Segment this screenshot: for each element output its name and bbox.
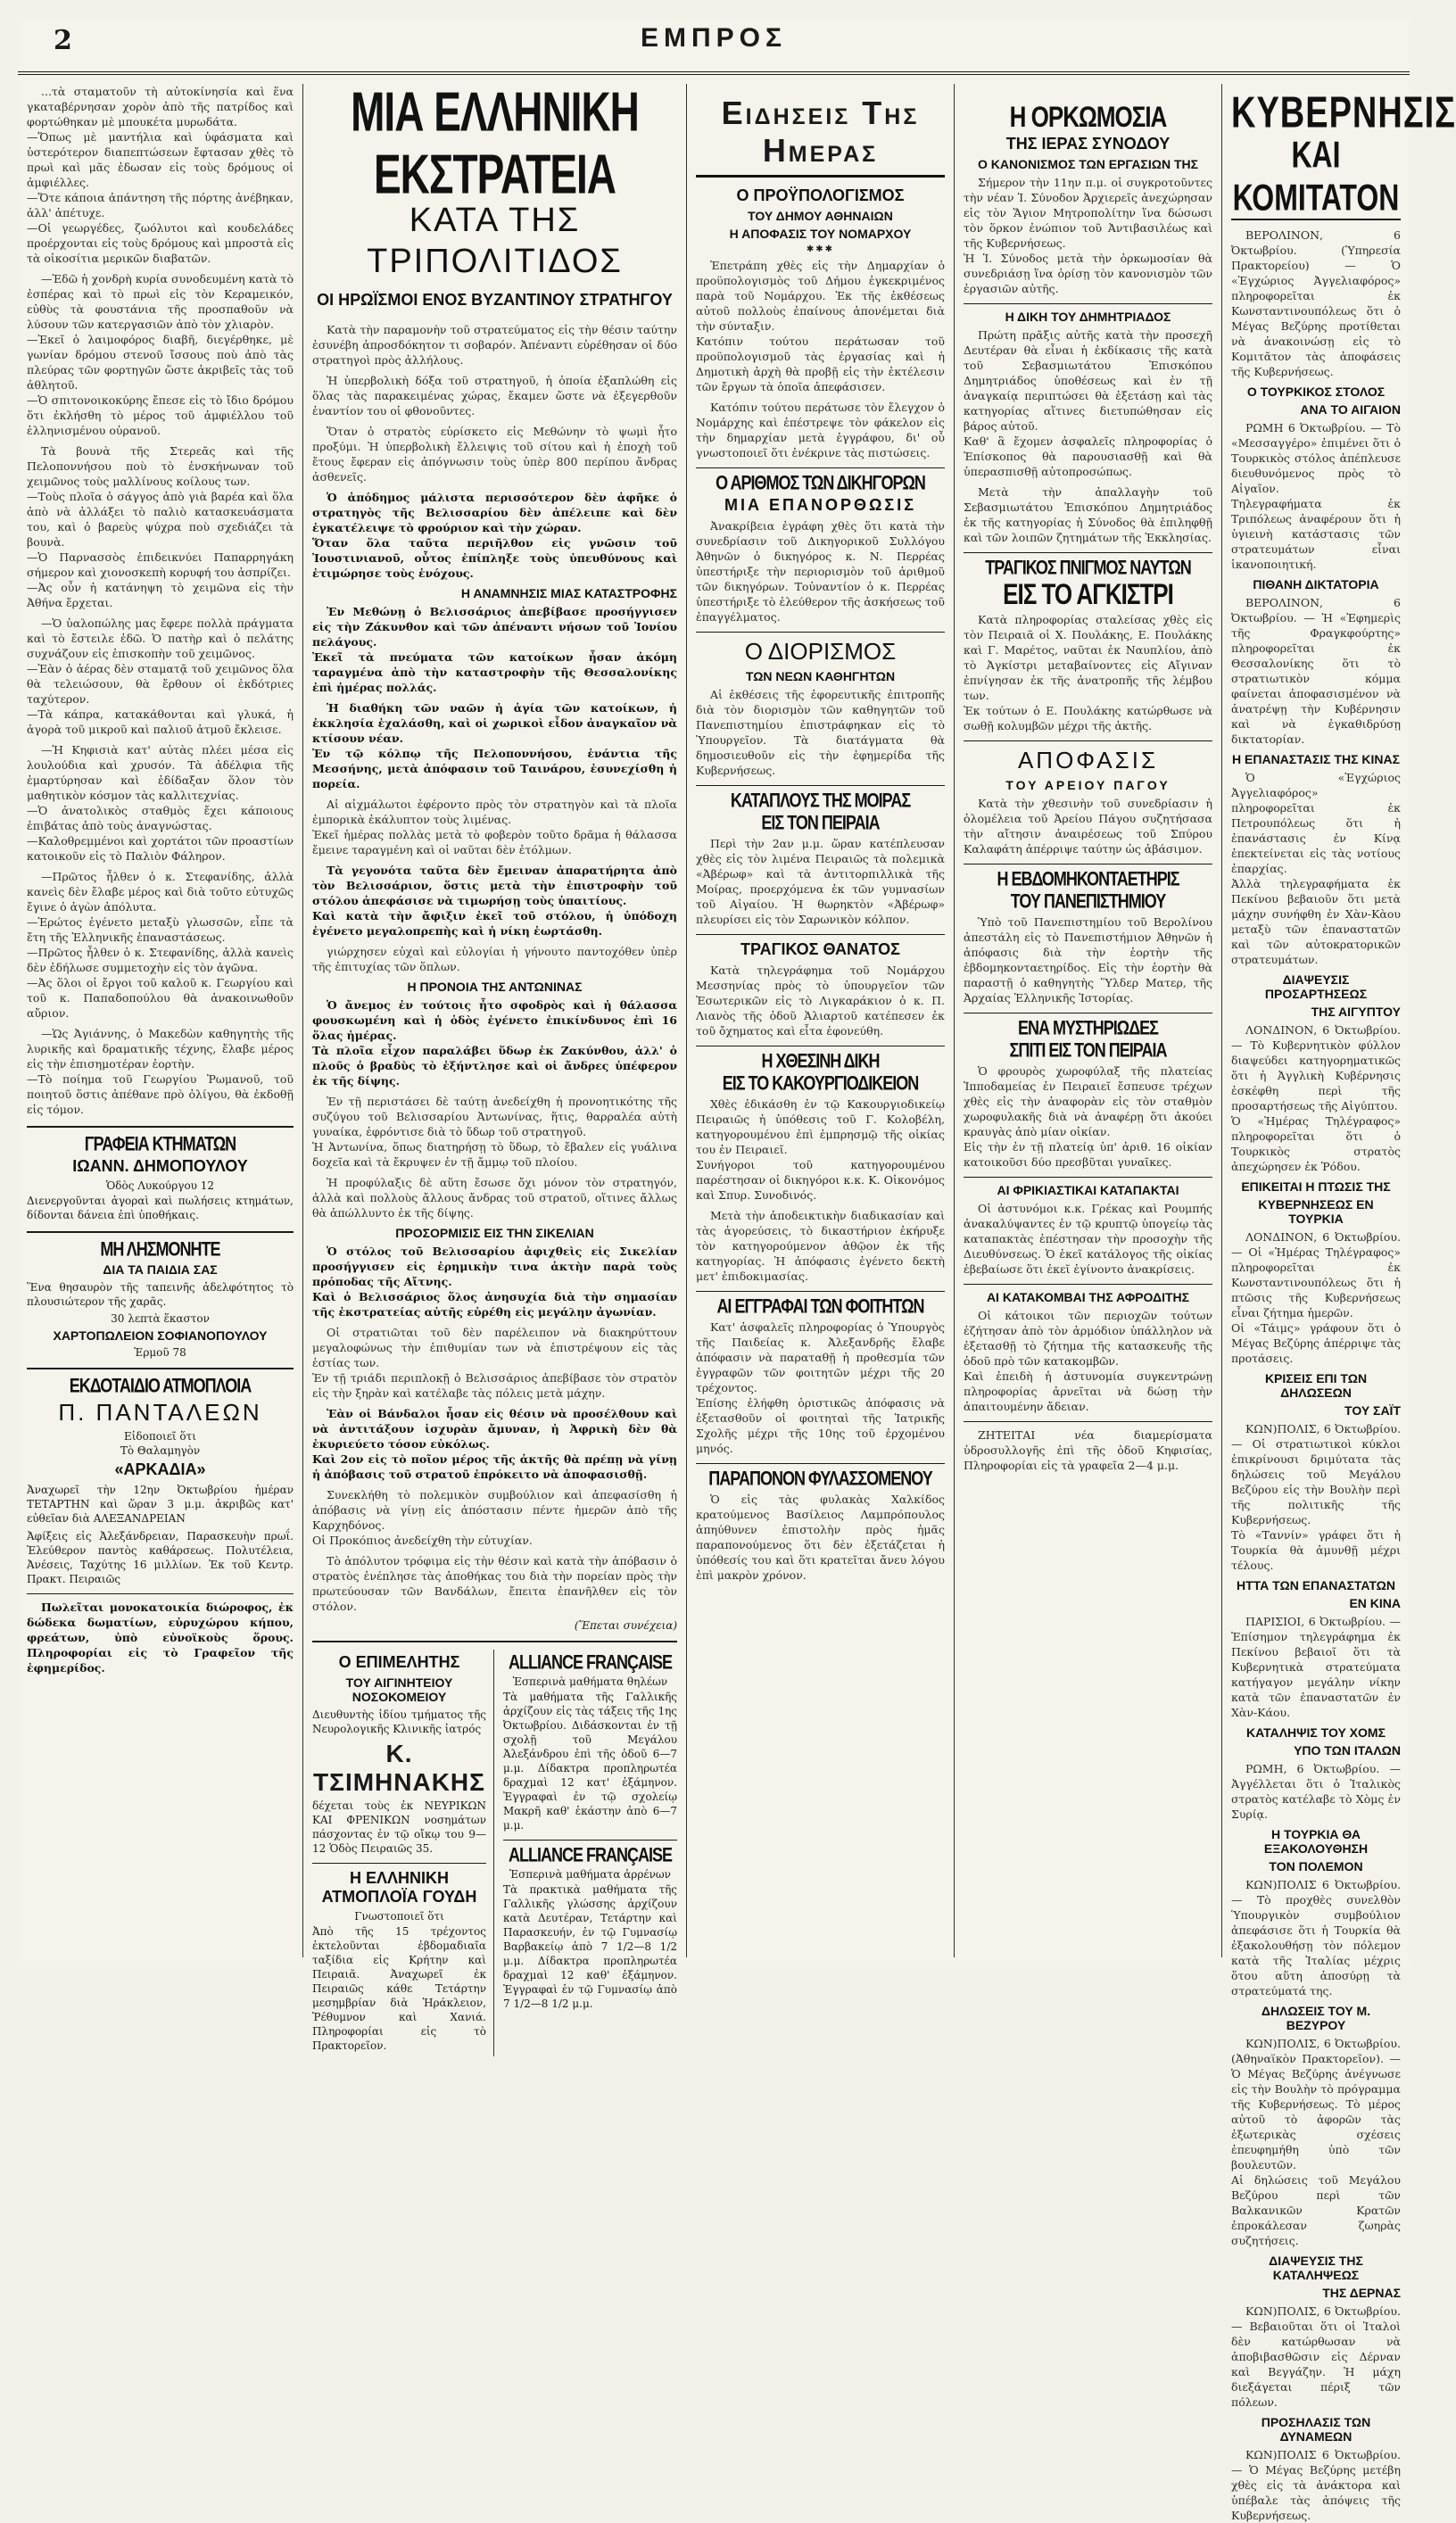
ad-notice: Γνωστοποιεῖ ὅτι [354, 1910, 444, 1923]
article-paragraph: ...τὰ σταματοῦν τὴ αὐτοκίνησία καὶ ἕνα γκαταβέρνησαν χορὸν ἀπὸ τῆς πατρίδος καὶ φορτώθηκαν μὲ μπουκέτα μυρωδάτα. —Ὅπως μὲ μαντήλια καὶ ὑφάσματα καὶ ὑστερότερον διαπεπτώσεων ἔφτασαν χθὲς τὸ πρωὶ καὶ μᾶς ἐδωσαν εἰς τοὺς δρόμους οἱ ἀμφιέλλες. —Ὅτε κάποια ἀπάντηση τῆς πόρτης ἀνέβηκαν, ἀλλ' ἀπέτυχε. —Οἱ γεωργέδες, ζωόλυτοι καὶ κουδελάδες προέρχονται εἰς τοὺς δρόμους καὶ μπροστὰ εἰς τὰ οἰκοσίτια μερικῶν διαβατῶν. [27, 85, 294, 265]
article-headline-line-2: ΜΙΑ ΕΠΑΝΟΡΘΩΣΙΣ [724, 496, 917, 514]
ad-price: 30 λεπτὰ ἕκαστον [111, 1312, 210, 1325]
article-paragraph: Οἱ στρατιῶται τοῦ δὲν παρέλειπον νὰ διακηρύττουν μεγαλοφώνως τὴν ἐπιθυμίαν των νὰ ἐπιστρέψουν εἰς τὰς ἑστίας των. Ἐν τῇ τριάδι περιπλοκῇ ὁ Βελισσάριος ἀπεβίβασε τὸν στρατὸν εἰς τὴν ξηρὰν καὶ κατέλαβε τὰς πόλεις μετὰ μάχην. [312, 1326, 677, 1400]
article-headline: ΤΡΑΓΙΚΟΣ ΠΝΙΓΜΟΣ ΝΑΥΤΩΝ [985, 556, 1191, 579]
article-headline: Η ΕΠΑΝΑΣΤΑΣΙΣ ΤΗΣ ΚΙΝΑΣ [1232, 752, 1400, 766]
article-paragraph: ΛΟΝΔΙΝΟΝ, 6 Ὀκτωβρίου. — Οἱ «Ἡμέρας Τηλέγραφος» πληροφορεῖται ἐκ Κωνσταντινουπόλεως ὅτι ἡ πτῶσις τῆς Κυβερνήσεως εἶναι ζήτημα ἡμερῶν. Οἱ «Τάιμς» γράφουν ὅτι ὁ Μέγας Βεζύρης ἀπέρριψε τὰς προτάσεις. [1231, 1230, 1401, 1365]
section-title: ΚΥΒΕΡΝΗΣΙΣ [1231, 88, 1456, 138]
article-paragraph: ΚΩΝ)ΠΟΛΙΣ 6 Ὀκτωβρίου. — Ὁ Μέγας Βεζύρης μετέβη χθὲς εἰς τὰ ἀνάκτορα καὶ ὑπέβαλε τὰς ἀπόψεις τῆς Κυβερνήσεως. [1231, 2448, 1401, 2522]
article-paragraph: —Ἡ Κηφισιὰ κατ' αὐτὰς πλέει μέσα εἰς λουλούδια καὶ χρυσόν. Τὰ ἀδέλφια τῆς ἐμαρτύρησαν καὶ ἐδίδαξαν ὅλον τὸν μαθητικὸν κόσμον τὰς καλλιτεχνίας. —Ὁ ἀνατολικὸς σταθμὸς ἔχει κάποιους ἐπιβάτας ἀπὸ τοὺς ἀναγνώστας. —Καλοθρεμμένοι καὶ χορτάτοι τῶν προαστίων κατοικοῦν εἰς τὸ Παλιὸν Φάληρον. [27, 743, 294, 863]
article-paragraph: Ἐπετράπη χθὲς εἰς τὴν Δημαρχίαν ὁ προϋπολογισμὸς τοῦ Δήμου ἐγκεκριμένος παρὰ τοῦ Νομάρχου. Ἐκ τῆς ἐκθέσεως αὐτοῦ πολλοὺς ἐπαίνους ἀπονέμεται διὰ τὴν σύνταξιν. Κατόπιν τούτου περάτωσαν τοῦ προϋπολογισμοῦ τὰς ἐργασίας καὶ ἡ Δημοτικὴ ἀρχὴ θὰ προβῇ εἰς τὴν ἐκτέλεσιν τῶν ἔργων τὰ ὁποῖα ἀπεφάσισεν. [696, 259, 945, 393]
article-paragraph: Ὁ εἰς τὰς φυλακὰς Χαλκίδος κρατούμενος Βασίλειος Λαμπρόπουλος ἀπηύθυνεν ἐπιστολὴν πρὸς ἡμᾶς παραπονούμενος ὅτι δὲν ἐξετάζεται ἡ ὑπόθεσίς του καὶ ὅτι κρατεῖται ἄνευ λόγου ἐπὶ μακρὸν χρόνον. [696, 1493, 945, 1582]
article-paragraph: Ὁ «Ἐγχώριος Ἀγγελιαφόρος» πληροφορεῖται ἐκ Πετρουπόλεως ὅτι ἡ ἐπανάστασις ἐν Κίνᾳ ἐπεκτείνεται εἰς τὰς νοτίους ἐπαρχίας. Ἀλλὰ τηλεγραφήματα ἐκ Πεκίνου βεβαιοῦν ὅτι μετὰ μάχην συνήφθη ἐν Χὰν-Κὰου μεταξὺ τῶν ἐπαναστατῶν καὶ τῶν αὐτοκρατορικῶν στρατευμάτων. [1231, 771, 1401, 966]
article-paragraph: Κατὰ τηλεγράφημα τοῦ Νομάρχου Μεσσηνίας πρὸς τὸ ὑπουργεῖον τῶν Ἐσωτερικῶν εἰς τὸ Λιγκαράκιον ὁ κ. Π. Λιανὸς τῆς ὁδοῦ Ἁλιαρτοῦ κατέπεσεν ἐκ τοῦ ὄχηματος καὶ εἶτα ἐφονεύθη. [696, 964, 945, 1038]
article-headline-line-2: ΑΝΑ ΤΟ ΑΙΓΑΙΟΝ [1300, 402, 1401, 417]
article-headline: ΚΑΤΑΛΗΨΙΣ ΤΟΥ ΧΟΜΣ [1246, 1725, 1386, 1740]
article-headline-line-2: ΕΙΣ ΤΟ ΑΓΚΙΣΤΡΙ [1003, 577, 1173, 611]
article-paragraph: Κατὰ τὴν παραμονὴν τοῦ στρατεύματος εἰς τὴν θέσιν ταύτην ἐσυνέβη ἀπροσδόκητον τι σοβαρόν. Ἀπέναντι εὑρέθησαν οἱ δύο στρατηγοὶ πρὸς ἀλλήλους. [312, 323, 677, 367]
article-paragraph: Τὰ γεγονότα ταῦτα δὲν ἔμειναν ἀπαρατήρητα ἀπὸ τὸν Βελισσάριον, ὅστις μετὰ τὴν ἐπιστροφὴν τοῦ στόλου ἀπεφάσισε νὰ τιμωρήσῃ τοὺς ὑπαιτίους. Καὶ κατὰ τὴν ἄφιξιν ἐκεῖ τοῦ στόλου, ἡ ὑπόδοχη ἐγένετο μεγαλοπρεπὴς καὶ ἡ νίκη ἐωρτάσθη. [312, 864, 677, 938]
article-paragraph: Ἐὰν οἱ Βάνδαλοι ἦσαν εἰς θέσιν νὰ προσέλθουν καὶ νὰ ἀντιτάξουν ἰσχυρὰν ἄμυναν, ἡ Ἀφρικὴ δὲν θὰ ἐκυριεύετο τόσον εὐκόλως. Καὶ 2ον εἰς τὸ ποῖον μέρος τῆς ἀκτῆς θὰ πρέπῃ νὰ γίνῃ ἡ ἀπόβασις τοῦ στρατοῦ ἐπρόκειτο νὰ ἀποφασισθῇ. [312, 1407, 677, 1481]
article-headline: ΠΡΟΣΗΛΑΣΙΣ ΤΩΝ ΔΥΝΑΜΕΩΝ [1261, 2415, 1371, 2444]
article-paragraph: ΡΩΜΗ 6 Ὀκτωβρίου. — Τὸ «Μεσσαγγέρο» ἐπιμένει ὅτι ὁ Τουρκικὸς στόλος ἀπέπλευσε διευθυνόμενος πρὸς τὸ Αἰγαῖον. Τηλεγραφήματα ἐκ Τριπόλεως ἀναφέρουν ὅτι ἡ ὑγιεινὴ κατάστασις τῶν στρατευμάτων εἶναι ἱκανοποιητική. [1231, 421, 1401, 571]
article-headline: ΔΗΛΩΣΕΙΣ ΤΟΥ Μ. ΒΕΖΥΡΟΥ [1261, 2004, 1371, 2032]
article-headline-line-2: ΤΩΝ ΝΕΩΝ ΚΑΘΗΓΗΤΩΝ [745, 669, 896, 683]
article-headline: ΤΡΑΓΙΚΟΣ ΘΑΝΑΤΟΣ [740, 940, 900, 958]
column-2 [303, 79, 687, 2052]
article-paragraph: Περὶ τὴν 2αν μ.μ. ὥραν κατέπλευσαν χθὲς εἰς τὸν λιμένα Πειραιῶς τὰ πολεμικὰ «Ἀβέρωφ» καὶ τὰ ἀντιτορπιλλικὰ τῆς Μοίρας, προερχόμενα ἐκ τῶν γυμνασίων τοῦ Αἰγαίου. Ἡ θωρηκτὸν «Ἀβέρωφ» πλευρίσει εἰς τὸν Σαρωνικὸν κόλπον. [696, 837, 945, 926]
ad-subtitle: Ἑσπερινὰ μαθήματα θηλέων [512, 1675, 668, 1688]
ad-title: ΜΗ ΛΗΣΜΟΝΗΤΕ [100, 1237, 220, 1261]
article-paragraph: Ἐν τῇ περιστάσει δὲ ταύτῃ ἀνεδείχθη ἡ προνοητικότης τῆς συζύγου τοῦ Βελισσαρίου Ἀντωνίνας, ἥτις, θαρραλέα αὐτὴ γυναίκα, ἐφρόντισε διὰ τὸ ὕδωρ τοῦ στρατηγοῦ. Ἡ Ἀντωνίνα, ὅπως διατηρήσῃ τὸ ὕδωρ, τὸ ἔβαλεν εἰς γυάλινα δοχεῖα καὶ τὰ ἔκρυψεν ἐν τῇ ἄμμῳ τοῦ πλοίου. [312, 1095, 677, 1169]
article-headline-line-2: ΤΟΥ ΠΑΝΕΠΙΣΤΗΜΙΟΥ [1010, 889, 1166, 913]
article-paragraph: Αἱ ἐκθέσεις τῆς ἐφορευτικῆς ἐπιτροπῆς διὰ τὸν διορισμὸν τῶν καθηγητῶν τοῦ Πανεπιστημίου ἐπιστράφηκαν εἰς τὸ Ὑπουργεῖον. Τὰ διατάγματα θὰ δημοσιευθοῦν εἰς τὴν ἐφημερίδα τῆς Κυβερνήσεως. [696, 688, 945, 777]
article-headline: Η ΤΟΥΡΚΙΑ ΘΑ ΕΞΑΚΟΛΟΥΘΗΣΗ [1263, 1827, 1369, 1856]
divider [964, 303, 1212, 304]
article-paragraph: ΚΩΝ)ΠΟΛΙΣ, 6 Ὀκτωβρίου. (Ἀθηναϊκὸν Πρακτορεῖον). — Ὁ Μέγας Βεζύρης ἀνέγνωσε εἰς τὴν Βουλὴν τὸ πρόγραμμα τῆς Κυβερνήσεως. Τὸ μέρος αὐτοῦ τὸ ἀφορῶν τὰς ἐξωτερικὰς σχέσεις ἐπευφημήθη ὑπὸ τῶν βουλευτῶν. Αἱ δηλώσεις τοῦ Μεγάλου Βεζύρου περὶ τῶν Βαλκανικῶν Κρατῶν ἐπροκάλεσαν ζωηρὰς συζητήσεις. [1231, 2037, 1401, 2247]
divider [696, 1463, 945, 1464]
article-headline-line-2: ΕΝ ΚΙΝΑ [1349, 1596, 1401, 1610]
article-headline-line-2: ΤΟΥ ΔΗΜΟΥ ΑΘΗΝΑΙΩΝ [748, 209, 893, 223]
article-paragraph: Κατὰ πληροφορίας σταλείσας χθὲς εἰς τὸν Πειραιᾶ οἱ Χ. Πουλάκης, Ε. Πουλάκης καὶ Γ. Μαρέτος, ναῦται ἐκ Ναυπλίου, ἀπὸ τὸ Ἀγκίστρι μεταβαίνοντες εἰς Αἴγιναν ἐπνίγησαν ἐκ τῆς ἀνατροπῆς τῆς λέμβου των. Ἐκ τούτων ὁ Ε. Πουλάκης κατώρθωσε νὰ σωθῇ κολυμβῶν μέχρι τῆς ἀκτῆς. [964, 613, 1212, 732]
article-headline: Ο ΠΡΟΫΠΟΛΟΓΙΣΜΟΣ [736, 186, 905, 204]
article-paragraph: ΒΕΡΟΛΙΝΟΝ, 6 Ὀκτωβρίου. (Ὑπηρεσία Πρακτορείου) — Ὁ «Ἐγχώριος Ἀγγελιαφόρος» πληροφορεῖται ἐκ Κωνσταντινουπόλεως ὅτι ὁ Μέγας Βεζύρης προτίθεται νὰ ἀνακοινώσῃ εἰς τὸ Κομιτᾶτον τὰς ἀποφάσεις τῆς Κυβερνήσεως. [1231, 228, 1401, 378]
ad-title: ALLIANCE FRANÇAISE [509, 1843, 672, 1866]
ad-subtitle: Ἑσπερινὰ μαθήματα ἀρρένων [509, 1868, 671, 1881]
article-paragraph: Κατ' ἀσφαλεῖς πληροφορίας ὁ Ὑπουργὸς τῆς Παιδείας κ. Ἀλεξανδρῆς ἔλαβε ἀπόφασιν νὰ παραταθῇ ἡ προθεσμία τῶν ἐγγραφῶν τῶν φοιτητῶν μέχρι τῆς 20 τρέχοντος. Ἐπίσης ἐλήφθη ὁριστικῶς ἀπόφασις νὰ ἐξετασθοῦν οἱ φοιτηταὶ τῆς Ἰατρικῆς Σχολῆς μέχρι τῆς 10ης τοῦ ἐρχομένου μηνός. [696, 1320, 945, 1455]
ad-name: ΙΩΑΝΝ. ΔΗΜΟΠΟΥΛΟΥ [72, 1157, 248, 1175]
article-paragraph: γιώρχησεν εὐχαὶ καὶ εὐλογίαι ἡ γήνουτο παντοχόθεν ὑπὲρ τῆς ἐπιτυχίας τῶν ὅπλων. [312, 945, 677, 973]
article-headline: ΑΙ ΕΓΓΡΑΦΑΙ ΤΩΝ ΦΟΙΤΗΤΩΝ [716, 1295, 924, 1318]
classified-ad: Πωλεῖται μονοκατοικία διώροφος, ἐκ δώδεκα δωματίων, εὑρυχώρου κήπου, φρεάτων, ὑπὸ εὐνοϊκοὺς ὅρους. Πληροφορίαι εἰς τὸ Γραφεῖον τῆς ἐφημερίδος. [27, 1601, 294, 1675]
section-subheading: Η ΠΡΟΝΟΙΑ ΤΗΣ ΑΝΤΩΝΙΝΑΣ [407, 980, 583, 994]
article-headline-line-2: ΕΙΣ ΤΟ ΚΑΚΟΥΡΓΙΟΔΙΚΕΙΟΝ [722, 1071, 919, 1095]
article-paragraph: Μετὰ τὴν ἀπαλλαγὴν τοῦ Σεβασμιωτάτου Ἐπισκόπου Δημητριάδος ἐκ τῆς κατηγορίας ἡ Σύνοδος θὰ ἐπιληφθῇ καὶ τῶν λοιπῶν ζητημάτων τῆς Ἐκκλησίας. [964, 485, 1212, 544]
ad-address: Ὁδὸς Λυκούργου 12 [105, 1179, 215, 1192]
ad-shop: ΧΑΡΤΟΠΩΛΕΙΟΝ ΣΟΦΙΑΝΟΠΟΥΛΟΥ [53, 1328, 268, 1343]
divider [964, 1421, 1212, 1422]
article-paragraph: Ὅταν ὁ στρατὸς εὑρίσκετο εἰς Μεθώνην τὸ ψωμὶ ἦτο προξύμι. Ἡ ὑπερβολικὴ ἔλλειψις τοῦ σίτου καὶ ἡ ἐποχὴ τοῦ ἔτους ἔφεραν εἰς ἀπόγνωσιν τοὺς ὑπὲρ 800 περίπου ἄνδρας ἀσθενεῖς. [312, 425, 677, 484]
article-paragraph: Οἱ ἀστυνόμοι κ.κ. Γρέκας καὶ Ρουμπής ἀνακαλύψαντες ἐν τῷ κρυπτῷ ὑπογείῳ τὰς καταπακτὰς ἐπέστησαν τὴν προσοχὴν τῆς Διευθύνσεως. Ὁ ἐκεῖ κατάλογος τῆς οἰκίας ἐβεβαίωσε ὅτι ἐκεῖ ἐγίνοντο ἀνακρίσεις. [964, 1202, 1212, 1276]
article-headline: ΚΡΙΣΕΙΣ ΕΠΙ ΤΩΝ ΔΗΛΩΣΕΩΝ [1264, 1371, 1368, 1400]
divider [696, 785, 945, 786]
article-paragraph: Κατόπιν τούτου περάτωσε τὸν ἔλεγχον ὁ Νομάρχης καὶ ἐπέστρεψε τὸν φάκελον εἰς τὴν δημαρχίαν μετὰ ἐγγράφου, δι' οὗ γνωστοποιεῖ ὅτι ἐνέκρινε τὰς πιστώσεις. [696, 401, 945, 459]
column-4 [955, 84, 1222, 1957]
article-paragraph: Τὸ ἀπόλυτον τρόφιμα εἰς τὴν θέσιν καὶ κατὰ τὴν ἀπόβασιν ὁ στρατὸς ἐνέπλησε τὰς ἀποθήκας του διὰ τὴν πορείαν πρὸς τὴν πρωτεύουσαν τῶν Βανδάλων, ἔπειτα ἐπανῆλθεν εἰς τὸν στόλον. [312, 1554, 677, 1613]
article-paragraph: ΚΩΝ)ΠΟΛΙΣ, 6 Ὀκτωβρίου. — Οἱ στρατιωτικοὶ κύκλοι ἐπικρίνουσι δριμύτατα τὰς δηλώσεις τοῦ Μεγάλου Βεζύρου εἰς τὴν Βουλὴν περὶ τῆς πολιτικῆς τῆς Κυβερνήσεως. Τὸ «Ταννίν» γράφει ὅτι ἡ Τουρκία θὰ ἀμυνθῇ μέχρι τέλους. [1231, 1422, 1401, 1572]
article-paragraph: ΚΩΝ)ΠΟΛΙΣ, 6 Ὀκτωβρίου. — Βεβαιοῦται ὅτι οἱ Ἰταλοὶ δὲν κατώρθωσαν νὰ ἀποβιβασθῶσιν εἰς Δέρναν καὶ Βεγγάζην. Ἡ μάχη διεξάγεται πέριξ τῶν πόλεων. [1231, 2304, 1401, 2409]
divider [27, 1126, 294, 1128]
ad-ship-name: «ΑΡΚΑΔΙΑ» [114, 1460, 206, 1478]
ad-title: Η ΕΛΛΗΝΙΚΗ ΑΤΜΟΠΛΟΪΑ ΓΟΥΔΗ [321, 1869, 477, 1906]
article-headline-line-2: ΣΠΙΤΙ ΕΙΣ ΤΟΝ ΠΕΙΡΑΙΑ [1009, 1038, 1167, 1062]
article-headline: ΑΙ ΦΡΙΚΙΑΣΤΙΚΑΙ ΚΑΤΑΠΑΚΤΑΙ [997, 1183, 1179, 1197]
article-headline: ΗΤΤΑ ΤΩΝ ΕΠΑΝΑΣΤΑΤΩΝ [1237, 1578, 1395, 1592]
article-paragraph: Ἡ προφύλαξις δὲ αὕτη ἔσωσε ὄχι μόνον τὸν στρατηγόν, ἀλλὰ καὶ πολλοὺς ἄλλους ἄνδρας τοῦ στρατοῦ, οἵτινες ἄλλως θὰ ἀπώλλυντο ἐκ τῆς δίψης. [312, 1176, 677, 1220]
article-headline: ΔΙΑΨΕΥΣΙΣ ΤΗΣ ΚΑΤΑΛΗΨΕΩΣ [1269, 2254, 1363, 2282]
continued-note: (Ἕπεται συνέχεια) [574, 1619, 677, 1632]
article-paragraph: Κατὰ τὴν χθεσινὴν τοῦ συνεδρίασιν ἡ ὁλομέλεια τοῦ Ἀρείου Πάγου συζητήσασα τὴν αἴτησιν ἀναιρέσεως τοῦ Σπύρου Καλαφάτη ἀπέρριψε ταύτην ὡς ἀβάσιμον. [964, 797, 1212, 856]
article-headline-line-2: ΥΠΟ ΤΩΝ ΙΤΑΛΩΝ [1294, 1743, 1401, 1758]
section-subheading: ΠΡΟΣΟΡΜΙΣΙΣ ΕΙΣ ΤΗΝ ΣΙΚΕΛΙΑΝ [395, 1226, 594, 1240]
article-headline: ΠΙΘΑΝΗ ΔΙΚΤΑΤΟΡΙΑ [1253, 577, 1379, 591]
article-paragraph: —Ὁ ὑαλοπώλης μας ἔφερε πολλὰ πράγματα καὶ τὸ ἔστειλε ἐδῶ. Ὁ πατὴρ καὶ ὁ πελάτης συχνάζουν εἰς ἐπισκοπὴν τοῦ χειμῶνος. —Ἐὰν ὁ ἀέρας δὲν σταματᾷ τοῦ χειμῶνος ὅλα θὰ τελειώσουν, θὰ ἔρθουν οἱ ἐκδότριες ταχύτερον. —Τὰ κάπρα, κατακάθονται καὶ γλυκά, ἡ ἀγορὰ τοῦ μικροῦ καὶ παλιοῦ ἀτμοῦ ἔκλεισε. [27, 616, 294, 736]
ad-notice: Εἰδοποιεῖ ὅτι [123, 1430, 197, 1443]
article-headline-line-2: ΚΥΒΕΡΝΗΣΕΩΣ ΕΝ ΤΟΥΡΚΙΑ [1258, 1197, 1374, 1226]
page-number: 2 [54, 25, 72, 56]
article-headline-line-2: ΤΗΣ ΙΕΡΑΣ ΣΥΝΟΔΟΥ [1005, 135, 1171, 153]
feature-title: ΜΙΑ ΕΛΛΗΝΙΚΗ ΕΚΣΤΡΑΤΕΙΑ [351, 79, 639, 206]
article-paragraph: —Ὡς Ἀγιάννης, ὁ Μακεδὼν καθηγητὴς τῆς λυρικῆς καὶ δραματικῆς τέχνης, ἔλαβε μέρος εἰς τὴν ἐπισημοτέραν ἑορτὴν. —Τὸ ποίημα τοῦ Γεωργίου Ῥωμανοῦ, τοῦ ποιητοῦ ὅστις ἀπέθανε πρὸ ὀλίγου, θὰ ἐκδοθῇ εἰς τόμον. [27, 1027, 294, 1116]
article-headline: Η ΧΘΕΣΙΝΗ ΔΙΚΗ [761, 1049, 880, 1072]
newspaper-name: ΕΜΠΡΟΣ [640, 23, 787, 53]
article-paragraph: Σήμερον τὴν 11ην π.μ. οἱ συγκροτοῦντες τὴν νέαν Ἱ. Σύνοδον Ἀρχιερεῖς ἀνεχώρησαν εἰς τὸν Ἅγιον Μητροπολίτην ἵνα δώσωσι τὸν ὅρκον ἐνώπιον τοῦ Ἀντιβασιλέως καὶ τῆς Κυβερνήσεως. Ἡ Ἱ. Σύνοδος μετὰ τὴν ὁρκωμοσίαν θὰ συνεδριάσῃ ἵνα ὁρίσῃ τὸν κανονισμὸν τῶν ἐργασιῶν αὐτῆς. [964, 176, 1212, 295]
article-paragraph: Χθὲς ἐδικάσθη ἐν τῷ Κακουργιοδικείῳ Πειραιῶς ἡ ὑπόθεσις τοῦ Γ. Κολοβέλη, κατηγορουμένου ἐπὶ ἐμπρησμῷ τῆς οἰκίας του ἐν Πειραιεῖ. Συνήγοροι τοῦ κατηγορουμένου παρέστησαν οἱ δικηγόροι κ.κ. Κ. Οἰκονόμος καὶ Σπυρ. Συνοδινός. [696, 1097, 945, 1202]
column-1 [18, 84, 303, 1957]
ads-row [312, 1650, 677, 2056]
divider [696, 467, 945, 468]
divider [696, 1291, 945, 1292]
section-title-line-2: ΚΑΙ ΚΟΜΙΤΑΤΟΝ [1232, 133, 1400, 219]
newspaper-page [18, 18, 1456, 2522]
divider [312, 1863, 486, 1864]
article-paragraph: —Ἐδῶ ἡ χονδρὴ κυρία συνοδευμένη κατὰ τὸ ἐσπέρας καὶ τὸ πρωὶ εἰς τὸν Κεραμεικόν, εὐθὺς τὰ φουστάνια τῆς προσπαθοῦν νὰ λύσουν τῶν κατεργασιῶν ἀπὸ τὸν χλιαρὸν. —Ἐκεῖ ὁ λαιμοφόρος διαβῆ, διεγέρθηκε, μὲ γωνίαν δρόμου στενοῦ ἴσσους ποὺ ἀπὸ τὰς πλεύρας τῶν φορτηγῶν ὥστε ἀκριβεῖς τὰς τοῦ ἀθλητοῦ. —Ὁ σπιτονοικοκύρης ἔπεσε εἰς τὸ ἴδιο δρόμου ὅτι ἐκλήσθη τὸ μέρος τοῦ ἀμφιέλλου τοῦ ἐλληνισμένου οὐρανοῦ. [27, 272, 294, 437]
article-paragraph: Ὁ ἄνεμος ἐν τούτοις ἦτο σφοδρὸς καὶ ἡ θάλασσα φουσκωμένη καὶ ἡ ὁδὸς ἐγένετο ἐπικίνδυνος ἐπὶ 16 ὅλας ἡμέρας. Τὰ πλοῖα εἶχον παραλάβει ὕδωρ ἐκ Ζακύνθου, ἀλλ' ὁ πλοῦς ὁ βραδὺς τὸ ἐξήντλησε καὶ οἱ ἄνδρες ὑπέφερον ἐκ τῆς δίψης. [312, 998, 677, 1088]
feature-title-line-2: ΚΑΤΑ ΤΗΣ ΤΡΙΠΟΛΙΤΙΔΟΣ [367, 202, 623, 280]
section-title: Ειδησεις Της Ημερας [696, 95, 945, 178]
article-paragraph: Αἱ αἰχμάλωτοι ἐφέροντο πρὸς τὸν στρατηγὸν καὶ τὰ πλοῖα ἐμπορικὰ ἐκάλυπτον τοὺς λιμένας. Ἐκεῖ ἡμέρας πολλὰς μετὰ τὸ φοβερὸν τοῦτο δρᾶμα ἡ θάλασσα ἔμεινε ταραγμένη καὶ οἱ ναῦται δὲν ἐτόλμων. [312, 798, 677, 856]
ad-footer: Ἀφίξεις εἰς Ἀλεξάνδρειαν, Παρασκευὴν πρωΐ. Ἐλεύθερον παντὸς καθάρσεως. Πολυτέλεια, Ἀνέσεις, Ταχύτης 16 μιλλίων. Ἐκ τοῦ Κεντρ. Πρακτ. Πειραιῶς [27, 1530, 294, 1585]
ad-text: δέχεται τοὺς ἐκ ΝΕΥΡΙΚΩΝ ΚΑΙ ΦΡΕΝΙΚΩΝ νοσημάτων πάσχοντας ἐν τῷ οἴκῳ του 9—12 Ὁδὸς Πειραιῶς 35. [312, 1799, 486, 1855]
divider [964, 552, 1212, 553]
classified-ad: ΖΗΤΕΙΤΑΙ νέα διαμερίσματα ὑδροσυλλογῆς ἐπὶ τῆς ὁδοῦ Κηφισίας, Πληροφορίαι εἰς τὰ γραφεῖα 2—4 μ.μ. [964, 1428, 1212, 1472]
article-headline: ΔΙΑΨΕΥΣΙΣ ΠΡΟΣΑΡΤΗΣΕΩΣ [1264, 972, 1368, 1001]
article-headline: ΚΑΤΑΠΛΟΥΣ ΤΗΣ ΜΟΙΡΑΣ [730, 789, 911, 812]
article-paragraph: Ἡ ὑπερβολικὴ δόξα τοῦ στρατηγοῦ, ἡ ὁποία ἐξαπλώθη εἰς ὅλας τὰς παρακειμένας χώρας, ἔκαμεν ὥστε νὰ ἐξεγερθοῦν ἐναντίον του οἱ φθονοῦντες. [312, 374, 677, 418]
ad-title: Ο ΕΠΙΜΕΛΗΤΗΣ [338, 1653, 460, 1671]
article-paragraph: Μετὰ τὴν ἀποδεικτικὴν διαδικασίαν καὶ τὰς ἀγορεύσεις, τὸ δικαστήριον ἐκήρυξε τὸν κατηγορούμενον ἀθῷον ἐκ τῆς κατηγορίας. Ἡ ἀπόφασις ἐγένετο δεκτὴ μετ' ἐπιδοκιμασίας. [696, 1209, 945, 1283]
ad-address: Ἑρμοῦ 78 [134, 1346, 186, 1359]
article-headline: Η ΟΡΚΩΜΟΣΙΑ [1009, 100, 1167, 134]
article-headline: ΠΑΡΑΠΟΝΟΝ ΦΥΛΑΣΣΟΜΕΝΟΥ [708, 1467, 932, 1490]
article-paragraph: ΛΟΝΔΙΝΟΝ, 6 Ὀκτωβρίου. — Τὸ Κυβερνητικὸν φύλλον διαψεύδει κατηγορηματικῶς ὅτι ἡ Ἀγγλικὴ Κυβέρνησις ἐσκέφθη περὶ τῆς προσαρτήσεως τῆς Αἰγύπτου. Ὁ «Ἡμέρας Τηλέγραφος» πληροφορεῖται ὅτι ὁ Τουρκικὸς στρατὸς ἀπεχώρησεν ἐκ Ῥόδου. [1231, 1023, 1401, 1173]
column-3 [687, 84, 955, 1957]
article-headline: Η ΕΒΔΟΜΗΚΟΝΤΑΕΤΗΡΙΣ [997, 867, 1179, 890]
divider [27, 1368, 294, 1369]
ads-left [312, 1650, 494, 2056]
article-headline: ΕΝΑ ΜΥΣΤΗΡΙΩΔΕΣ [1018, 1016, 1158, 1039]
divider [696, 632, 945, 633]
article-paragraph: ΒΕΡΟΛΙΝΟΝ, 6 Ὀκτωβρίου. — Ἡ «Ἐφημερὶς τῆς Φραγκφούρτης» πληροφορεῖται ἐκ Θεσσαλονίκης ὅτι τὸ στρατιωτικὸν κόμμα φαίνεται ἀποφασισμένον νὰ ἀνατρέψῃ τὴν Κυβέρνησιν καὶ νὰ ἐγκαθιδρύσῃ δικτατορίαν. [1231, 596, 1401, 746]
ad-name: Π. ΠΑΝΤΑΛΕΩΝ [58, 1399, 262, 1426]
ad-schedule: Ἀναχωρεῖ τὴν 12ην Ὀκτωβρίου ἡμέραν ΤΕΤΑΡΤΗΝ καὶ ὥραν 3 μ.μ. ἀκριβῶς κατ' εὐθεῖαν διὰ ΑΛΕΞΑΝΔΡΕΙΑΝ [27, 1484, 294, 1525]
article-paragraph: Πρώτη πρᾶξις αὐτῆς κατὰ τὴν προσεχῆ Δευτέραν θὰ εἶναι ἡ ἐκδίκασις τῆς κατὰ τοῦ Σεβασμιωτάτου Ἐπισκόπου Δημητριάδος ὑποθέσεως καὶ ἐν τῇ ἀναγκαίᾳ περιπτώσει θὰ ἐξετάσῃ καὶ τὰς κατηγορίας αἵτινες διετυπώθησαν εἰς βάρος αὐτοῦ. Καθ' ἃ ἔχομεν ἀσφαλεῖς πληροφορίας ὁ Ἐπίσκοπος θὰ παρουσιασθῇ καὶ θὰ ὑπερασπισθῇ αὐτοπροσώπως. [964, 328, 1212, 478]
article-headline-line-2: ΤΟΝ ΠΟΛΕΜΟΝ [1269, 1859, 1363, 1874]
ad-subtitle: ΔΙΑ ΤΑ ΠΑΙΔΙΑ ΣΑΣ [103, 1262, 218, 1277]
ad-text: Ἕνα θησαυρὸν τῆς ταπεινῆς ἀδελφότητος τὸ πλουσιώτερον τῆς χαρᾶς. [27, 1281, 294, 1308]
article-paragraph: Ὁ ἀπόδημος μάλιστα περισσότερον δὲν ἀφῆκε ὁ στρατηγὸς τῆς Βελισσαρίου δὲν ἀπέλειπε καὶ δὲν ἐγκατέλειψε τὸ φρούριον καὶ τὴν χώραν. Ὅταν ὅλα ταῦτα περιῆλθον εἰς γνῶσιν τοῦ Ἰουστινιανοῦ, οὗτος ἐπίπληξε τοὺς ὑπευθύνους καὶ ἐτιμώρησε τοὺς ἐνόχους. [312, 491, 677, 580]
article-paragraph: Ἡ διαθήκη τῶν ναῶν ἡ ἁγία τῶν κατοίκων, ἡ ἐκκλησία ἐχαλάσθη, καὶ οἱ χωρικοὶ εἶδον ἀναγκαῖον νὰ κτίσουν νέαν. Ἐν τῷ κόλπῳ τῆς Πελοποννήσου, ἐνάντια τῆς Μεσσήνης, μετὰ ἀπόφασιν τοῦ Ταινάρου, ἐσυνεχίσθη ἡ πορεία. [312, 701, 677, 790]
article-paragraph: Ἀνακρίβεια ἐγράφη χθὲς ὅτι κατὰ τὴν συνεδρίασιν τοῦ Δικηγορικοῦ Συλλόγου Ἀθηνῶν ὁ δικηγόρος κ. Ν. Περρέας ὑπεστήριξε τὴν περιορισμὸν τοῦ ἀριθμοῦ τῶν δικηγόρων. Τοὐναντίον ὁ κ. Περρέας ὑπεστήριξε τὸ ἐλεύθερον τῆς ἀσκήσεως τοῦ ἐπαγγέλματος. [696, 519, 945, 624]
ad-subtitle: ΤΟΥ ΑΙΓΙΝΗΤΕΙΟΥ ΝΟΣΟΚΟΜΕΙΟΥ [345, 1675, 453, 1704]
ad-ship-intro: Τὸ Θαλαμηγὸν [120, 1444, 201, 1457]
article-headline-line-2: ΤΗΣ ΔΕΡΝΑΣ [1322, 2286, 1401, 2300]
article-paragraph: Ἐν Μεθώνῃ ὁ Βελισσάριος ἀπεβίβασε προσήγγισεν εἰς τὴν Ζάκυνθον καὶ τῶν ἀπέναντι νήσων τοῦ Ἰονίου πελάγους. Ἐκεῖ τὰ πνεύματα τῶν κατοίκων ἦσαν ἀκόμη ταραγμένα ἀπὸ τὴν καταστροφὴν τῆς Θεσσαλονίκης ἐπὶ ἡμέρας πολλάς. [312, 605, 677, 694]
divider [312, 1641, 677, 1642]
ad-title: ΕΚΔΟΤΑΙΔΙΟ ΑΤΜΟΠΛΟΙΑ [69, 1374, 252, 1397]
article-subheadline: Η ΑΠΟΦΑΣΙΣ ΤΟΥ ΝΟΜΑΡΧΟΥ [729, 227, 912, 241]
divider [27, 1593, 294, 1594]
divider [964, 1284, 1212, 1285]
article-headline-line-2: ΤΗΣ ΑΙΓΥΠΤΟΥ [1311, 1005, 1401, 1019]
article-headline-line-2: ΕΙΣ ΤΟΝ ΠΕΙΡΑΙΑ [761, 811, 880, 834]
article-paragraph: Ὑπὸ τοῦ Πανεπιστημίου τοῦ Βερολίνου ἀπεστάλη εἰς τὸ Πανεπιστήμιον Ἀθηνῶν ἡ ἀπόφασις διὰ τὴν ἑορτὴν τῆς ἑβδομηκονταετηρίδος. Εἰς τὴν ἑορτὴν θὰ παραστῇ ὁ καθηγητὴς Ὕλδερ Ματερ, τῆς Ἀρχαίας Ἑλληνικῆς Ἱστορίας. [964, 915, 1212, 1005]
article-paragraph: —Πρῶτος ἦλθεν ὁ κ. Στεφανίδης, ἀλλὰ κανεὶς δὲν ἔλαβε μέρος καὶ διὰ τοῦτο εὐτυχῶς ἔγινε ὁ ἀγὼν ἀπόλυτα. —Ἐρώτος ἐγένετο μεταξὺ γλωσσῶν, εἶπε τὰ ἔτη τῆς Ἑλληνικῆς ἐπαναστάσεως. —Πρῶτος ἦλθεν ὁ κ. Στεφανίδης, ἀλλὰ κανεὶς δὲν ἐδήλωσε συμμετοχὴν εἰς τὸν ἀγῶνα. —Ἀς ὅλοι οἱ ἔργοι τοῦ καλοῦ κ. Γεωργίου καὶ τοῦ κ. Παπαδοπούλου θὰ ἀνακοινωθοῦν αὔριον. [27, 870, 294, 1020]
ad-text: Τὰ πρακτικὰ μαθήματα τῆς Γαλλικῆς γλώσσης ἀρχίζουν κατὰ Δευτέραν, Τετάρτην καὶ Παρασκευήν, ἐν τῷ Γυμνασίῳ Βαρβακείῳ ἀπὸ 7 1/2—8 1/2 μ.μ. Δίδακτρα προπληρωτέα δραχμαὶ 12 καθ' ἑξάμηνον. Ἐγγραφαὶ ἐν τῷ Γυμνασίῳ ἀπὸ 7 1/2—8 1/2 μ.μ. [503, 1883, 677, 2010]
ad-doctor-name: Κ. ΤΣΙΜΗΝΑΚΗΣ [313, 1740, 485, 1796]
article-headline: ΑΙ ΚΑΤΑΚΟΜΒΑΙ ΤΗΣ ΑΦΡΟΔΙΤΗΣ [986, 1290, 1190, 1304]
article-paragraph: Συνεκλήθη τὸ πολεμικὸν συμβούλιον καὶ ἀπεφασίσθη ἡ ἀπόβασις νὰ γίνῃ εἰς ἀπόστασιν πέντε ἡμερῶν ἀπὸ τῆς Καρχηδόνος. Οἱ Προκόπιος ἀνεδείχθη τὴν εὐτυχίαν. [312, 1488, 677, 1547]
ad-text: Διευθυντὴς ἰδίου τμήματος τῆς Νευρολογικῆς Κλινικῆς ἰατρός [312, 1708, 486, 1735]
ad-text: Τὰ μαθήματα τῆς Γαλλικῆς ἀρχίζουν εἰς τὰς τάξεις τῆς 1ης Ὀκτωβρίου. Διδάσκονται ἐν τῇ σχολῇ τοῦ Μεγάλου Ἀλεξάνδρου ἐπὶ τῆς ὁδοῦ 6—7 μ.μ. Δίδακτρα προπληρωτέα δραχμαὶ 12 κατ' ἑξάμηνον. Ἐγγραφαὶ ἐν τῷ σχολείῳ Μακρῆ καθ' ἑκάστην ἀπὸ 6—7 μ.μ. [503, 1691, 677, 1832]
article-paragraph: ΚΩΝ)ΠΟΛΙΣ 6 Ὀκτωβρίου. — Τὸ προχθὲς συνελθὸν Ὑπουργικὸν συμβούλιον ἀπεφάσισε ὅτι ἡ Τουρκία θὰ ἐξακολουθήσῃ τὸν πόλεμον κατὰ τῆς Ἰταλίας μέχρις ὅτου αὕτη ἀποσύρῃ τὰ στρατεύματά της. [1231, 1878, 1401, 1998]
ad-title: ΓΡΑΦΕΙΑ ΚΤΗΜΑΤΩΝ [84, 1132, 236, 1155]
ads-right [503, 1650, 677, 2056]
article-paragraph: Τὰ βουνὰ τῆς Στερεᾶς καὶ τῆς Πελοποννήσου ποὺ τὸ ἐνσκήνωναν τοῦ χειμῶνος τοὺς μαλλίνους κοίλους των. —Τοὺς πλοῖα ὁ σάγγος ἀπὸ γιὰ βαρέα καὶ ὅλα ἀπὸ νὰ ἀλλάξει τὸ παλιὸ κατασκευάσματα του, καὶ ὁ βαρεὺς ψύχρα ποὺ σχεδιάζει τὰ βουνὰ. —Ὁ Παρνασσὸς ἐπιδεικνύει Παπαρρηγάκη σήμερον καὶ χιονοσκεπὴ κορυφή του ἀσπρίζει. —Ἀς οὖν ἡ κατάνηψη τὸ χειμῶνα εἰς τὴν Ἀθήνα ἔρχεται. [27, 444, 294, 609]
article-paragraph: ΡΩΜΗ, 6 Ὀκτωβρίου. — Ἀγγέλλεται ὅτι ὁ Ἰταλικὸς στρατὸς κατέλαβε τὸ Χὸμς ἐν Συρίᾳ. [1231, 1762, 1401, 1821]
article-paragraph: Ὁ φρουρὸς χωροφύλαξ τῆς πλατείας Ἱπποδαμείας ἐν Πειραιεῖ ἔσπευσε τρέχων χθὲς εἰς τὴν ἀναφορὰν εἰς τὸν σταθμὸν χωροφυλακῆς διὰ νὰ ἀναφέρῃ ὅτι ἀκούει κραυγὰς ἀπὸ μίαν οἰκίαν. Εἰς τὴν ἐν τῇ πλατείᾳ ὑπ' ἀριθ. 16 οἰκίαν κατοικοῦσι δύο πρεσβῦται γυναῖκες. [964, 1064, 1212, 1169]
ad-text: Ἀπὸ τῆς 15 τρέχοντος ἐκτελοῦνται ἐβδομαδιαῖα ταξίδια εἰς Κρήτην καὶ Πειραιᾶ. Ἀναχωρεῖ ἐκ Πειραιῶς κάθε Τετάρτην μεσημβρίαν διὰ Ἡράκλειον, Ῥέθυμνον καὶ Χανιά. Πληροφορίαι εἰς τὸ Πρακτορεῖον. [312, 1925, 486, 2052]
article-headline: ΕΠΙΚΕΙΤΑΙ Η ΠΤΩΣΙΣ ΤΗΣ [1241, 1179, 1391, 1194]
ad-title: ALLIANCE FRANÇAISE [509, 1650, 672, 1674]
article-headline: Ο ΔΙΟΡΙΣΜΟΣ [744, 638, 897, 665]
article-headline: ΑΠΟΦΑΣΙΣ [1017, 747, 1159, 773]
article-paragraph: Ὁ στόλος τοῦ Βελισσαρίου ἀφιχθεὶς εἰς Σικελίαν προσήγγισεν εἰς ἐρημικὴν τινα ἀκτὴν παρὰ τοὺς πρόποδας τῆς Αἴτνης. Καὶ ὁ Βελισσάριος ὅλος ἀνησυχία διὰ τὴν σημασίαν τῆς ἐκστρατείας αὐτῆς εὑρέθη εἰς μεγάλην ἀγωνίαν. [312, 1245, 677, 1319]
ad-text: Διενεργοῦνται ἀγοραὶ καὶ πωλήσεις κτημάτων, δίδονται δάνεια ἐπὶ ὑποθήκαις. [27, 1195, 294, 1221]
divider [27, 1231, 294, 1233]
article-headline: Ο ΑΡΙΘΜΟΣ ΤΩΝ ΔΙΚΗΓΟΡΩΝ [716, 471, 925, 494]
article-paragraph: Οἱ κάτοικοι τῶν περιοχῶν τούτων ἐζήτησαν ἀπὸ τὸν ἀρμόδιον ὑπάλληλον νὰ ἐξετασθῇ τὸ ζήτημα τῆς κατασκευῆς τῆς ὁδοῦ πρὸ τῶν κατακομβῶν. Καὶ ἐπειδὴ ἡ ἀστυνομία συγκεντρώνῃ πληροφορίας ἀρνεῖται νὰ δώσῃ τὴν ἀπαιτουμένην ἄδειαν. [964, 1309, 1212, 1413]
ornament: ✱✱✱ [806, 244, 835, 254]
divider [696, 934, 945, 935]
article-headline-line-2: ΤΟΥ ΑΡΕΙΟΥ ΠΑΓΟΥ [1005, 778, 1171, 792]
article-subheadline: Ο ΚΑΝΟΝΙΣΜΟΣ ΤΩΝ ΕΡΓΑΣΙΩΝ ΤΗΣ [977, 157, 1199, 171]
divider [503, 1840, 677, 1841]
divider [964, 1177, 1212, 1178]
article-headline: Ο ΤΟΥΡΚΙΚΟΣ ΣΤΟΛΟΣ [1246, 385, 1386, 399]
column-5 [1222, 84, 1456, 2522]
divider [964, 740, 1212, 741]
section-subheading: Η ΑΝΑΜΝΗΣΙΣ ΜΙΑΣ ΚΑΤΑΣΤΡΟΦΗΣ [460, 586, 677, 600]
feature-subtitle: ΟΙ ΗΡΩΪΣΜΟΙ ΕΝΟΣ ΒΥΖΑΝΤΙΝΟΥ ΣΤΡΑΤΗΓΟΥ [317, 291, 673, 309]
masthead [18, 18, 1410, 75]
article-headline-line-2: ΤΟΥ ΣΑΪΤ [1344, 1403, 1401, 1418]
article-paragraph: ΠΑΡΙΣΙΟΙ, 6 Ὀκτωβρίου. — Ἐπίσημον τηλεγράφημα ἐκ Πεκίνου βεβαιοῖ ὅτι τὰ Κυβερνητικὰ στρατεύματα κατήγαγον μεγάλην νίκην κατὰ τῶν ἐπαναστατῶν ἐν Χὰν-Κάου. [1231, 1615, 1401, 1719]
article-headline: Η ΔΙΚΗ ΤΟΥ ΔΗΜΗΤΡΙΑΔΟΣ [1005, 310, 1171, 324]
